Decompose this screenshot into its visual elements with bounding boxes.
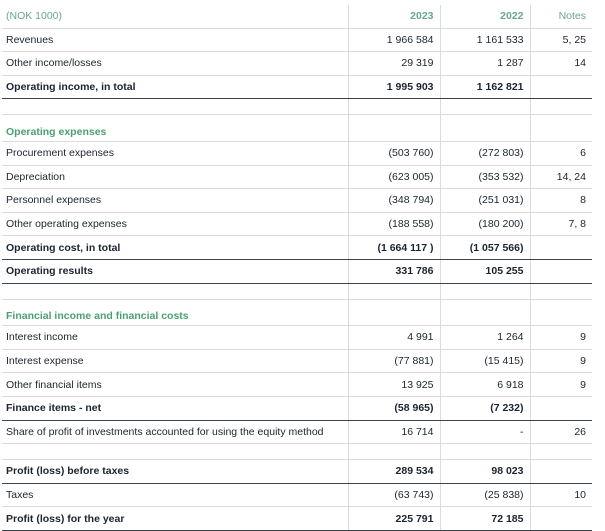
row-label: Operating income, in total — [2, 75, 348, 99]
value-2022: 1 287 — [440, 52, 530, 76]
table-row — [2, 212, 592, 236]
notes-ref: 8 — [530, 189, 592, 213]
value-2022: - — [440, 420, 530, 444]
value-2023: 289 534 — [348, 460, 440, 484]
value-2022: 98 023 — [440, 460, 530, 484]
income-statement-table — [2, 5, 592, 531]
total-row — [2, 460, 592, 484]
value-2023: (188 558) — [348, 212, 440, 236]
row-label: Other operating expenses — [2, 212, 348, 236]
value-2023: 225 791 — [348, 507, 440, 531]
section-heading: Operating expenses — [2, 115, 348, 142]
row-label: Procurement expenses — [2, 141, 348, 165]
table-row — [2, 52, 592, 76]
value-2023: 1 995 903 — [348, 75, 440, 99]
currency-unit-header: (NOK 1000) — [2, 5, 348, 28]
notes-ref: 14 — [530, 52, 592, 76]
row-label: Revenues — [2, 28, 348, 52]
value-2022: (25 838) — [440, 483, 530, 507]
value-2022: 1 161 533 — [440, 28, 530, 52]
notes-ref: 14, 24 — [530, 165, 592, 189]
value-2022: (15 415) — [440, 349, 530, 373]
value-2022: 1 162 821 — [440, 75, 530, 99]
value-2023: (77 881) — [348, 349, 440, 373]
notes-ref: 9 — [530, 373, 592, 397]
notes-ref: 9 — [530, 326, 592, 350]
notes-ref: 6 — [530, 141, 592, 165]
table-row — [2, 483, 592, 507]
value-2023: (348 794) — [348, 189, 440, 213]
value-2023: 1 966 584 — [348, 28, 440, 52]
total-row — [2, 396, 592, 420]
value-2023: 16 714 — [348, 420, 440, 444]
table-row — [2, 189, 592, 213]
row-label: Profit (loss) for the year — [2, 507, 348, 531]
notes-ref — [530, 236, 592, 260]
value-2022: (353 532) — [440, 165, 530, 189]
notes-ref: 26 — [530, 420, 592, 444]
notes-ref: 5, 25 — [530, 28, 592, 52]
value-2023: 331 786 — [348, 259, 440, 283]
value-2022: (251 031) — [440, 189, 530, 213]
year-2022-header: 2022 — [440, 5, 530, 28]
table-row — [2, 420, 592, 444]
value-2023: (1 664 117 ) — [348, 236, 440, 260]
total-row — [2, 507, 592, 531]
value-2022: (7 232) — [440, 396, 530, 420]
notes-ref — [530, 259, 592, 283]
row-label: Operating cost, in total — [2, 236, 348, 260]
value-2022: 72 185 — [440, 507, 530, 531]
notes-ref — [530, 507, 592, 531]
table-row — [2, 326, 592, 350]
notes-ref — [530, 396, 592, 420]
row-label: Other financial items — [2, 373, 348, 397]
section-heading-row — [2, 115, 592, 142]
value-2023: (58 965) — [348, 396, 440, 420]
value-2022: 6 918 — [440, 373, 530, 397]
total-row — [2, 259, 592, 283]
spacer-row — [2, 283, 592, 299]
table-header-row — [2, 5, 592, 28]
notes-ref: 10 — [530, 483, 592, 507]
spacer-row — [2, 99, 592, 115]
value-2023: (623 005) — [348, 165, 440, 189]
value-2022: (180 200) — [440, 212, 530, 236]
value-2023: (63 743) — [348, 483, 440, 507]
row-label: Taxes — [2, 483, 348, 507]
row-label: Personnel expenses — [2, 189, 348, 213]
notes-ref — [530, 75, 592, 99]
table-row — [2, 373, 592, 397]
value-2023: (503 760) — [348, 141, 440, 165]
total-row — [2, 75, 592, 99]
table-row — [2, 165, 592, 189]
value-2023: 29 319 — [348, 52, 440, 76]
year-2023-header: 2023 — [348, 5, 440, 28]
row-label: Interest income — [2, 326, 348, 350]
value-2022: 1 264 — [440, 326, 530, 350]
row-label: Operating results — [2, 259, 348, 283]
table-row — [2, 349, 592, 373]
section-heading: Financial income and financial costs — [2, 299, 348, 326]
value-2022: 105 255 — [440, 259, 530, 283]
row-label: Share of profit of investments accounted for using the equity method — [2, 420, 348, 444]
row-label: Profit (loss) before taxes — [2, 460, 348, 484]
total-row — [2, 236, 592, 260]
row-label: Interest expense — [2, 349, 348, 373]
table-row — [2, 141, 592, 165]
notes-ref — [530, 460, 592, 484]
value-2022: (1 057 566) — [440, 236, 530, 260]
row-label: Other income/losses — [2, 52, 348, 76]
table-row — [2, 28, 592, 52]
notes-header: Notes — [530, 5, 592, 28]
spacer-row — [2, 444, 592, 460]
section-heading-row — [2, 299, 592, 326]
value-2023: 4 991 — [348, 326, 440, 350]
value-2023: 13 925 — [348, 373, 440, 397]
notes-ref: 7, 8 — [530, 212, 592, 236]
value-2022: (272 803) — [440, 141, 530, 165]
notes-ref: 9 — [530, 349, 592, 373]
row-label: Depreciation — [2, 165, 348, 189]
row-label: Finance items - net — [2, 396, 348, 420]
